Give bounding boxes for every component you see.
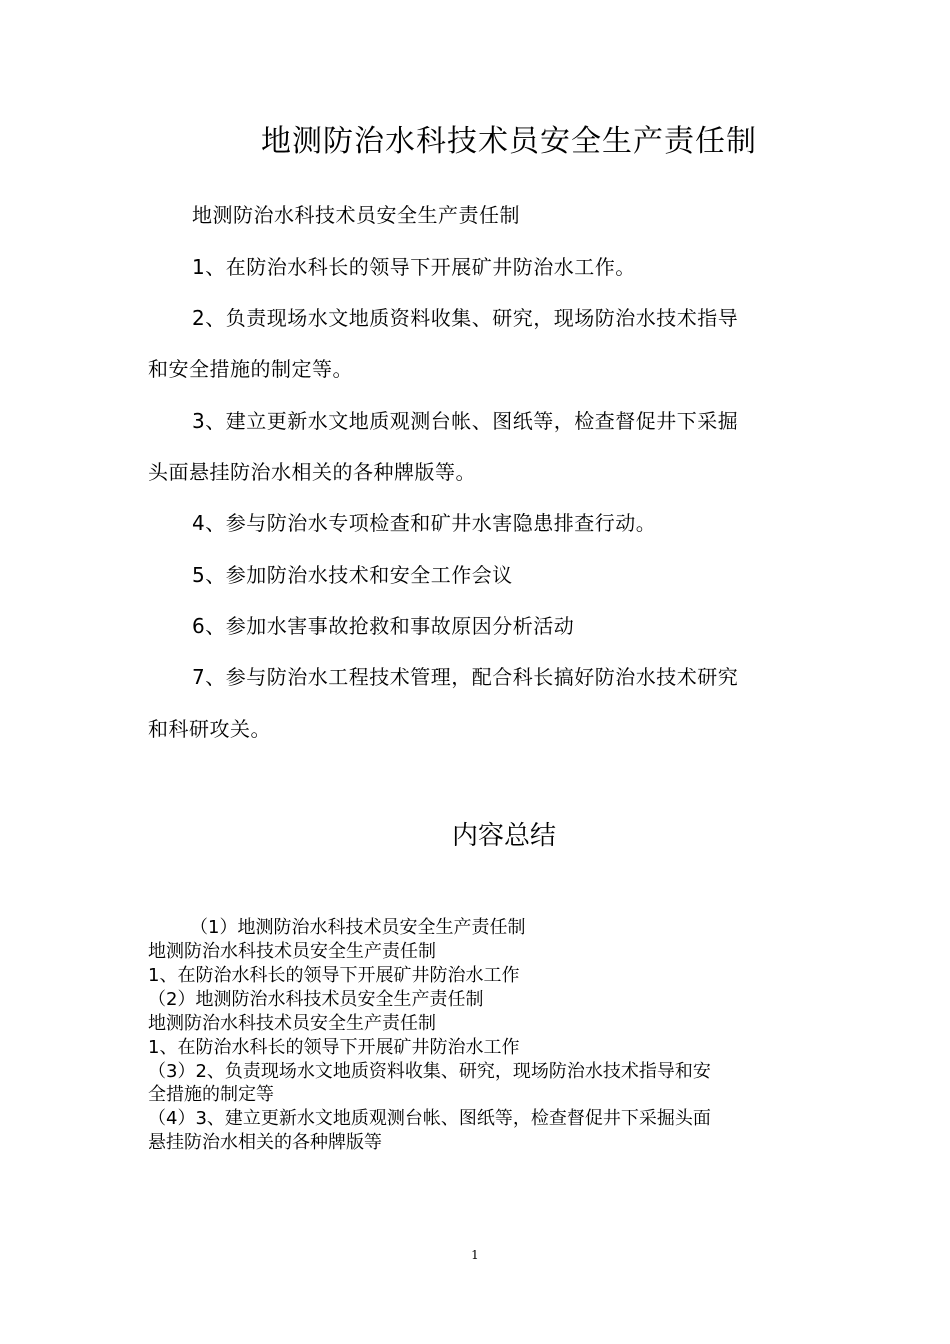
summary-title: 内容总结 — [451, 821, 556, 851]
page-number: 1 — [471, 1248, 479, 1262]
summary-line: 地测防治水科技术员安全生产责任制 — [148, 941, 436, 962]
paragraph-item-2-line-2: 和安全措施的制定等。 — [148, 357, 353, 381]
summary-line: （3）2、负责现场水文地质资料收集、研究，现场防治水技术指导和安 — [148, 1061, 711, 1082]
summary-line: 1、在防治水科长的领导下开展矿井防治水工作 — [148, 1037, 520, 1058]
paragraph-item-7-line-1: 7、参与防治水工程技术管理，配合科长搞好防治水技术研究 — [192, 665, 739, 689]
summary-line: （4）3、建立更新水文地质观测台帐、图纸等，检查督促井下采掘头面 — [148, 1108, 711, 1129]
paragraph-item-4: 4、参与防治水专项检查和矿井水害隐患排查行动。 — [192, 511, 657, 535]
paragraph-item-6: 6、参加水害事故抢救和事故原因分析活动 — [192, 614, 575, 638]
paragraph-item-3-line-2: 头面悬挂防治水相关的各种牌版等。 — [148, 460, 476, 484]
paragraph-subtitle: 地测防治水科技术员安全生产责任制 — [192, 203, 520, 227]
summary-line: 悬挂防治水相关的各种牌版等 — [148, 1132, 382, 1153]
document-title: 地测防治水科技术员安全生产责任制 — [261, 124, 757, 159]
summary-line: 地测防治水科技术员安全生产责任制 — [148, 1013, 436, 1034]
paragraph-item-7-line-2: 和科研攻关。 — [148, 717, 271, 741]
summary-line: 1、在防治水科长的领导下开展矿井防治水工作 — [148, 965, 520, 986]
summary-line: 全措施的制定等 — [148, 1084, 274, 1105]
summary-line: （2）地测防治水科技术员安全生产责任制 — [148, 989, 484, 1010]
paragraph-item-5: 5、参加防治水技术和安全工作会议 — [192, 563, 513, 587]
paragraph-item-3-line-1: 3、建立更新水文地质观测台帐、图纸等，检查督促井下采掘 — [192, 409, 739, 433]
paragraph-item-1: 1、在防治水科长的领导下开展矿井防治水工作。 — [192, 255, 636, 279]
paragraph-item-2-line-1: 2、负责现场水文地质资料收集、研究，现场防治水技术指导 — [192, 306, 739, 330]
summary-line: （1）地测防治水科技术员安全生产责任制 — [190, 917, 526, 938]
